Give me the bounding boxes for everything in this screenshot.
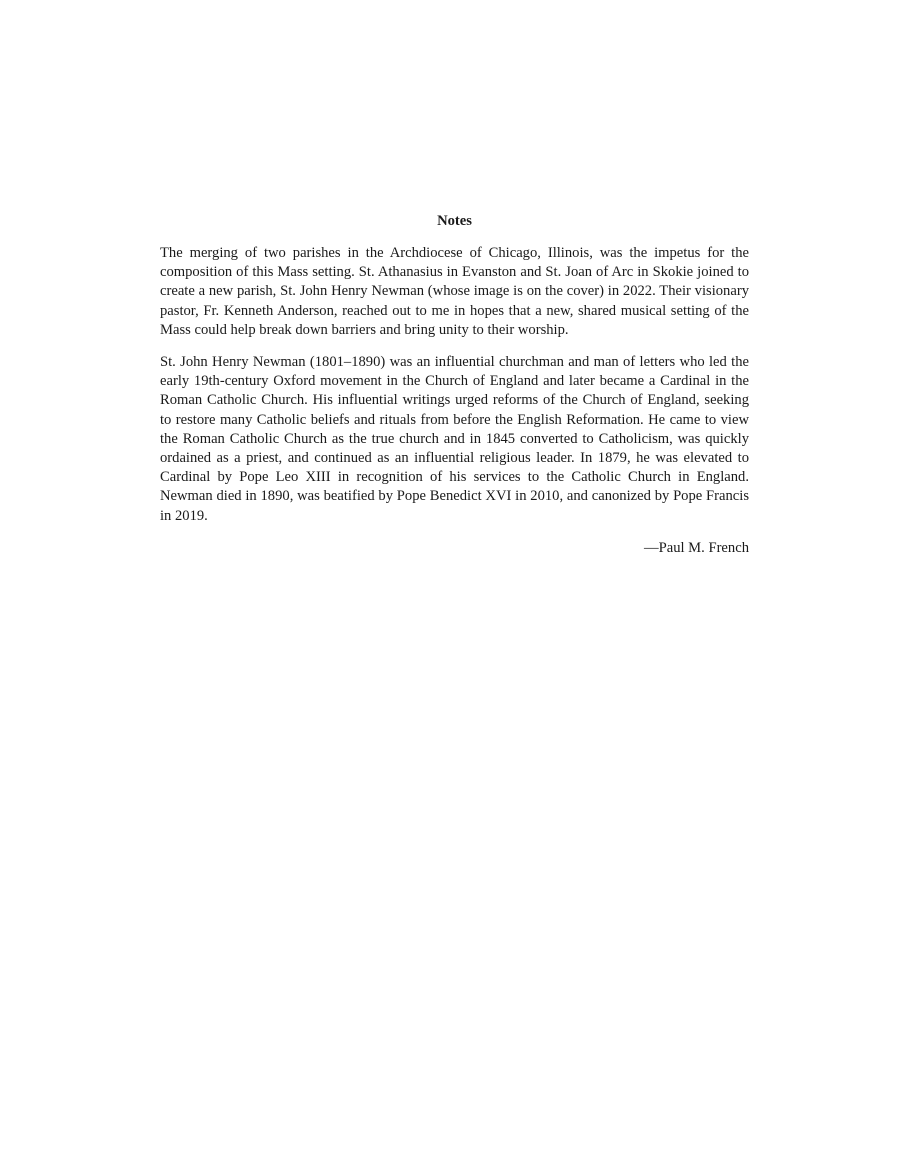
notes-section [160, 212, 749, 558]
author-signature: —Paul M. French [644, 539, 749, 556]
notes-paragraph-2: St. John Henry Newman (1801–1890) was an influential churchman and man of letters who led the early 19th-century Oxford movement in the Church of England and later became a Cardinal in the Roman Catholic Church. His influential writings urged reforms of the Church of England, seeking to restore many Catholic beliefs and rituals from before the English Reformation. He came to view the Roman Catholic Church as the true church and in 1845 converted to Catholicism, was quickly ordained as a priest, and continued as an influential religious leader. In 1879, he was elevated to Cardinal by Pope Leo XIII in recognition of his services to the Catholic Church in England. Newman died in 1890, was beatified by Pope Benedict XVI in 2010, and canonized by Pope Francis in 2019. [160, 354, 749, 524]
notes-title: Notes [437, 213, 472, 229]
notes-paragraph-1: The merging of two parishes in the Archdiocese of Chicago, Illinois, was the impetus for the composition of this Mass setting. St. Athanasius in Evanston and St. Joan of Arc in Skokie joined to create a new parish, St. John Henry Newman (whose image is on the cover) in 2022. Their visionary pastor, Fr. Kenneth Anderson, reached out to me in hopes that a new, shared musical setting of the Mass could help break down barriers and bring unity to their worship. [160, 245, 749, 338]
